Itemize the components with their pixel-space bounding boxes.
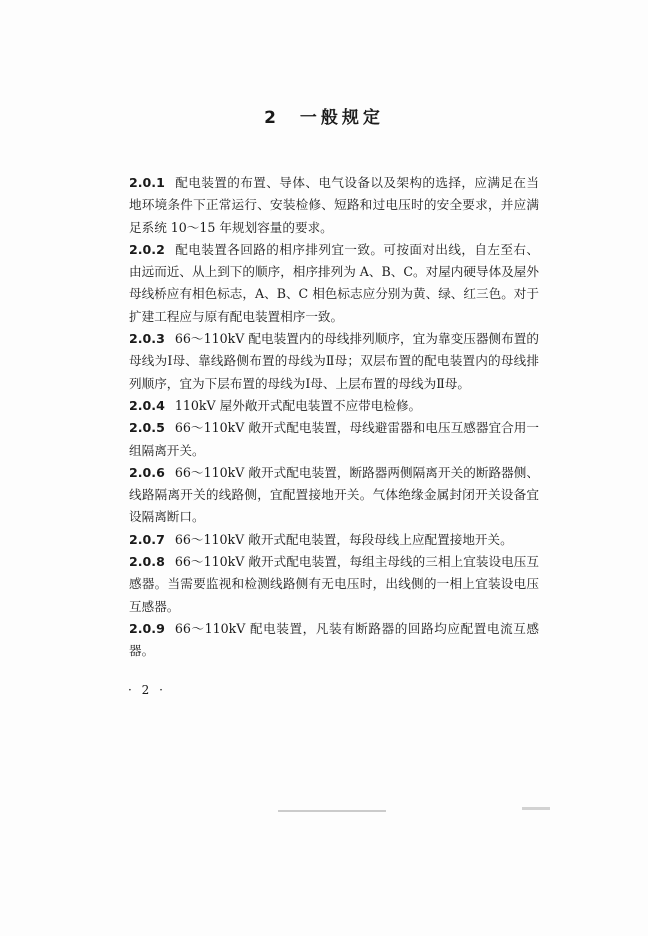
section-title: 一般规定 (299, 108, 384, 128)
clause-2-0-5 (129, 417, 539, 462)
scan-artifact-mark (522, 807, 550, 810)
clause-text: 66～110kV 敞开式配电装置，每段母线上应配置接地开关。 (174, 531, 513, 547)
section-heading (0, 103, 648, 128)
clause-text: 66～110kV 配电装置，凡装有断路器的回路均应配置电流互感器。 (129, 620, 539, 659)
clause-2-0-3 (129, 328, 539, 395)
section-number: 2 (264, 108, 280, 128)
clause-text: 66～110kV 敞开式配电装置，母线避雷器和电压互感器宜合用一组隔离开关。 (129, 420, 539, 458)
clause-number: 2.0.6 (129, 464, 165, 480)
clause-number: 2.0.5 (129, 420, 165, 436)
clause-text: 配电装置的布置、导体、电气设备以及架构的选择，应满足在当地环境条件下正常运行、安装检修、短路和过电压时的安全要求，并应满足系统 10～15 年规划容量的要求。 (129, 175, 539, 235)
clause-number: 2.0.4 (129, 397, 165, 413)
clause-text: 110kV 屋外敞开式配电装置不应带电检修。 (174, 397, 422, 413)
clause-number: 2.0.2 (129, 241, 165, 257)
clause-text: 配电装置各回路的相序排列宜一致。可按面对出线，自左至右、由远而近、从上到下的顺序，相序排列为 A、B、C。对屋内硬导体及屋外母线桥应有相色标志，A、B、C 相色标志应分别为黄、绿、红三色。对于扩建工程应与原有配电装置相序一致。 (129, 241, 539, 324)
page-number: · 2 · (128, 683, 166, 697)
clause-number: 2.0.9 (129, 620, 165, 636)
clause-number: 2.0.8 (129, 554, 165, 570)
clause-2-0-6 (129, 462, 539, 529)
clause-2-0-9 (129, 618, 539, 663)
clause-2-0-7 (129, 529, 539, 551)
scan-artifact-line (278, 810, 386, 812)
clause-number: 2.0.1 (129, 175, 165, 190)
clause-number: 2.0.7 (129, 531, 165, 547)
clause-2-0-4 (129, 395, 539, 417)
clause-2-0-2 (129, 239, 539, 328)
clause-2-0-1 (129, 172, 539, 239)
clauses-body (129, 172, 539, 663)
clause-text: 66～110kV 敞开式配电装置，每组主母线的三相上宜装设电压互感器。当需要监视和检测线路侧有无电压时，出线侧的一相上宜装设电压互感器。 (129, 554, 539, 614)
clause-text: 66～110kV 配电装置内的母线排列顺序，宜为靠变压器侧布置的母线为Ⅰ母、靠线路侧布置的母线为Ⅱ母；双层布置的配电装置内的母线排列顺序，宜为下层布置的母线为Ⅰ母、上层布置的母线为Ⅱ母。 (129, 331, 539, 391)
clause-2-0-8 (129, 551, 539, 618)
clause-number: 2.0.3 (129, 331, 165, 347)
clause-text: 66～110kV 敞开式配电装置，断路器两侧隔离开关的断路器侧、线路隔离开关的线路侧，宜配置接地开关。气体绝缘金属封闭开关设备宜设隔离断口。 (129, 464, 539, 525)
